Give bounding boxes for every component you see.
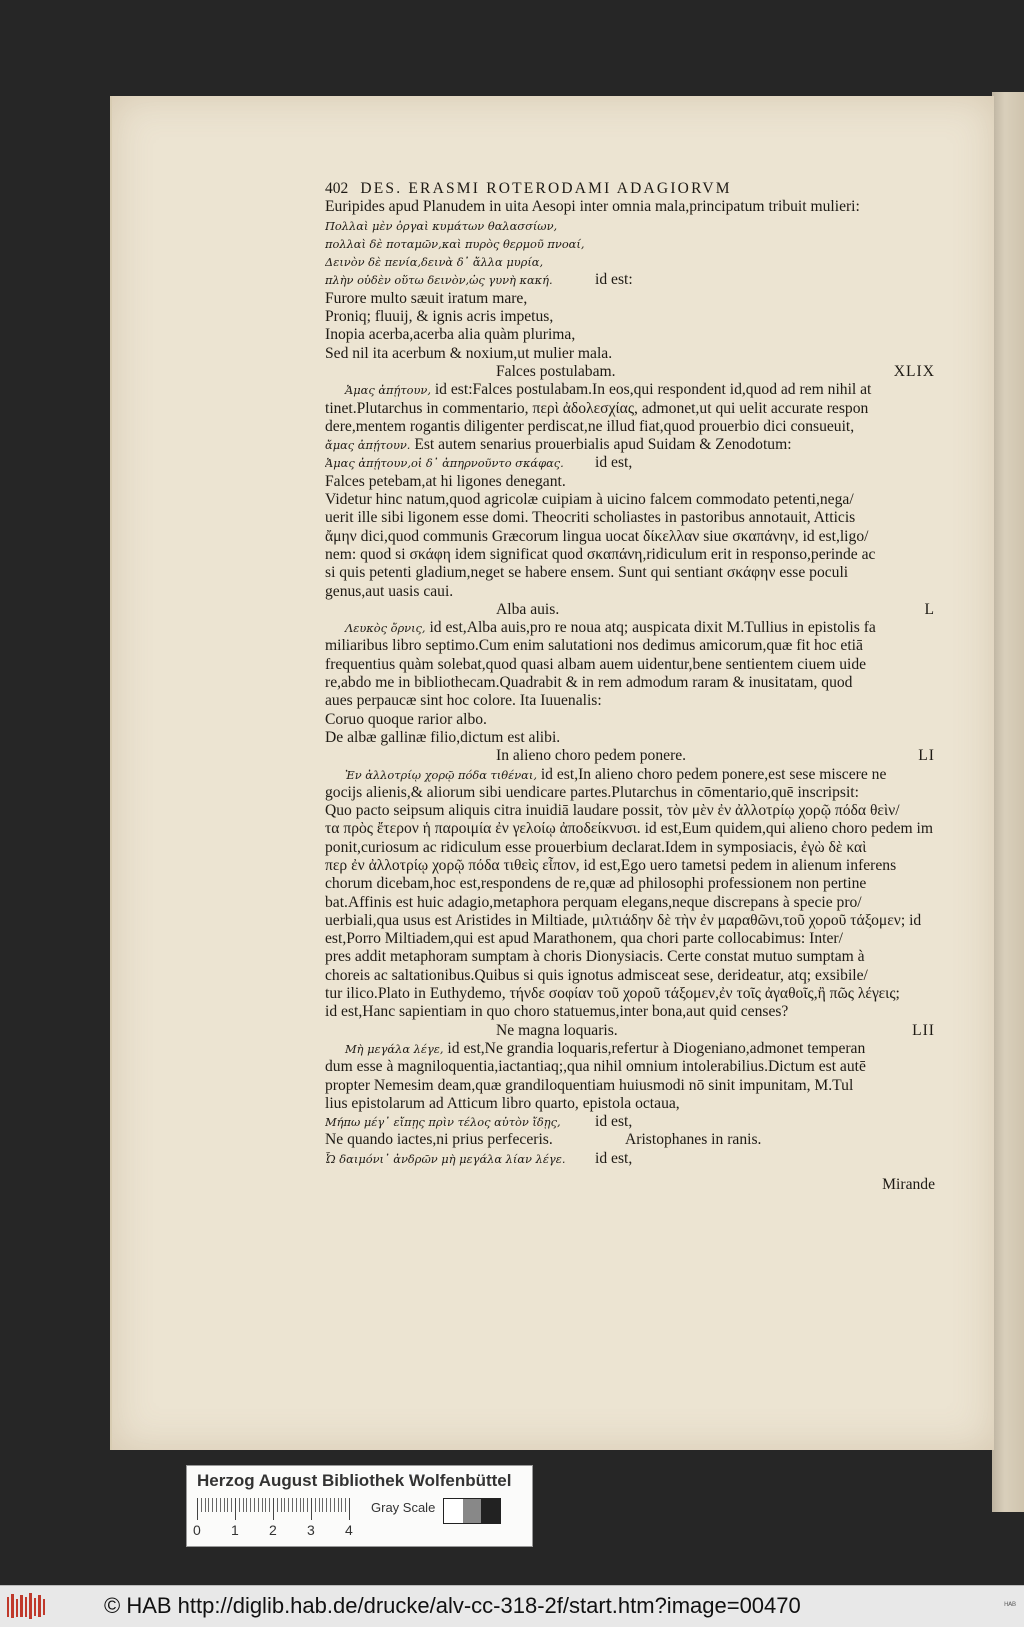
- ruler-tick: [250, 1498, 251, 1512]
- ruler-tick: [216, 1498, 217, 1512]
- text-line: [325, 985, 935, 1003]
- line-text: Videtur hinc natum,quod agricolæ cuipiam à uicino falcem commodato petenti,nega/: [325, 491, 854, 509]
- text-line: [325, 546, 935, 564]
- text-line: [325, 436, 935, 454]
- catchword: [325, 1176, 935, 1194]
- line-text: aues perpaucæ sint hoc colore. Ita Iuuenalis:: [325, 692, 602, 710]
- ruler-number: 4: [345, 1522, 353, 1538]
- text-line: [325, 473, 935, 491]
- text-line: [325, 1095, 935, 1113]
- greek-verse-line: [325, 253, 935, 271]
- text-line: [325, 839, 935, 857]
- text-line: [325, 1003, 935, 1021]
- text-line: [325, 491, 935, 509]
- text-line: [325, 656, 935, 674]
- ruler-tick: [265, 1498, 266, 1512]
- verse-gloss: id est,: [595, 454, 633, 472]
- greek-lemma: Λευκὸς ὄρνις,: [345, 621, 426, 636]
- line-text: re,abdo me in bibliothecam.Quadrabit & in rem admodum raram & inusitatam, quod: [325, 674, 853, 692]
- text-line: [325, 308, 935, 326]
- text-line: [325, 509, 935, 527]
- line-text: id est,Hanc sapientiam in quo choro statuemus,inter bona,aut quid censes?: [325, 1003, 789, 1021]
- line-text: τα πρὸς ἔτερον ἡ παροιμία ἐν γελοίῳ ἀποδείκνυσι. id est,Eum quidem,qui alieno choro pedem im: [325, 820, 934, 838]
- footer-mark: ᴴᴬᴮ: [1004, 1600, 1016, 1610]
- greek-verse-line: [325, 454, 935, 472]
- text-line: [325, 711, 935, 729]
- ruler-tick: [239, 1498, 240, 1512]
- line-text: Sed nil ita acerbum & noxium,ut mulier mala.: [325, 344, 613, 362]
- text-line: [325, 802, 935, 820]
- adage-title: Alba auis.: [496, 600, 560, 618]
- ruler-tick: [212, 1498, 213, 1512]
- ruler-tick: [334, 1498, 335, 1512]
- ruler-tick: [319, 1498, 320, 1512]
- ruler-tick: [224, 1498, 225, 1512]
- adage-number: XLIX: [893, 362, 935, 380]
- ruler-tick: [243, 1498, 244, 1512]
- text-line: [325, 418, 935, 436]
- library-color-bar: [186, 1465, 533, 1547]
- adage-number: L: [924, 600, 935, 618]
- line-text: dere,mentem rogantis diligenter perdiscat,ne illud fiat,quod prouerbio dici consueuit,: [325, 417, 855, 435]
- line-text: Est autem senarius prouerbialis apud Suidam & Zenodotum:: [410, 436, 792, 454]
- adage-title-line: [325, 747, 935, 765]
- footer-copyright-url[interactable]: © HAB http://diglib.hab.de/drucke/alv-cc-318-2f/start.htm?image=00470: [104, 1593, 801, 1618]
- text-line: [325, 784, 935, 802]
- text-line: [325, 637, 935, 655]
- line-text: ἄμην dici,quod communis Græcorum lingua uocat δίκελλαν siue σκαπάνην, id est,ligo/: [325, 527, 869, 545]
- ruler-tick: [277, 1498, 278, 1512]
- line-text: propter Nemesim deam,quæ grandiloquentiam huiusmodi nō sinit impunitam, M.Tul: [325, 1076, 854, 1094]
- greek-text: Πολλαὶ μὲν ὀργαὶ κυμάτων θαλασσίων,: [325, 218, 558, 233]
- ruler-tick: [231, 1498, 232, 1512]
- next-page-edge: [992, 92, 1024, 1512]
- text-line: [325, 326, 935, 344]
- adage-title-line: [325, 363, 935, 381]
- line-text: tur ilico.Plato in Euthydemo, τήνδε σοφίαν τοῦ χοροῦ τάξομεν,ἐν τοῖς ἀγαθοῖς,ἢ πῶς λέγεις;: [325, 985, 900, 1003]
- ruler-tick: [205, 1498, 206, 1512]
- ruler-numbers: [193, 1522, 363, 1540]
- ruler-tick: [330, 1498, 331, 1512]
- line-text: lius epistolarum ad Atticum libro quarto, epistola octaua,: [325, 1094, 680, 1112]
- line-text: gocijs alienis,& aliorum sibi uendicare partes.Plutarchus in cōmentario,quē inscripsit:: [325, 783, 859, 801]
- greek-verse-line: [325, 235, 935, 253]
- text-line: [325, 198, 935, 216]
- adage-title-line: [325, 601, 935, 619]
- greek-verse-line: [325, 1150, 935, 1168]
- ruler-tick: [269, 1498, 270, 1512]
- ruler-tick: [284, 1498, 285, 1512]
- greek-text: πλὴν οὐδὲν οὕτω δεινὸν,ὡς γυνὴ κακή.: [325, 273, 553, 288]
- ruler-tick: [258, 1498, 259, 1512]
- text-line: [325, 400, 935, 418]
- line-text: chorum dicebam,hoc est,respondens de re,quæ ad philosophi professionem non pertine: [325, 875, 867, 893]
- greek-lemma: ἄμας ἀπῄτουν.: [325, 438, 411, 453]
- line-text: id est,Ne grandia loquaris,refertur à Diogeniano,admonet temperan: [443, 1039, 866, 1057]
- greek-lemma: Μὴ μεγάλα λέγε,: [345, 1041, 444, 1056]
- text-line: [325, 1077, 935, 1095]
- text-line: [325, 967, 935, 985]
- line-text: uerit ille sibi ligonem esse domi. Theocriti scholiastes in pastoribus annotauit, Atticis: [325, 509, 856, 527]
- verse-gloss: id est:: [595, 271, 633, 289]
- ruler-number: 2: [269, 1522, 277, 1538]
- text-line: [325, 820, 935, 838]
- greek-text: Ὦ δαιμόνι᾽ ἀνδρῶν μὴ μεγάλα λίαν λέγε.: [325, 1151, 566, 1166]
- ruler-tick: [254, 1498, 255, 1512]
- ruler-tick: [315, 1498, 316, 1512]
- text-line: [325, 894, 935, 912]
- text-line: [325, 674, 935, 692]
- line-text: si quis petenti gladium,neget se habere ensem. Sunt qui sentiant σκάφην esse poculi: [325, 564, 849, 582]
- line-text: pres addit metaphoram sumptam à choris Dionysiacis. Certe constat mutuo sumptam à: [325, 948, 865, 966]
- text-lines: [325, 198, 935, 1194]
- ruler-tick: [235, 1498, 236, 1520]
- gray-scale-swatch: [443, 1498, 501, 1524]
- greek-verse-line: [325, 1113, 935, 1131]
- adage-title: In alieno choro pedem ponere.: [496, 747, 687, 765]
- line-text: Coruo quoque rarior albo.: [325, 710, 487, 728]
- greek-text: πολλαὶ δὲ ποταμῶν,καὶ πυρὸς θερμοῦ πνοαί,: [325, 236, 585, 251]
- ruler-tick: [262, 1498, 263, 1512]
- footer-bar: [0, 1585, 1024, 1627]
- ruler-tick: [288, 1498, 289, 1512]
- ruler-tick: [326, 1498, 327, 1512]
- gray-scale-label: Gray Scale: [371, 1500, 436, 1515]
- greek-text: Μήπω μέγ᾽ εἴπῃς πρὶν τέλος αὐτὸν ἴδῃς,: [325, 1115, 561, 1130]
- line-text: uerbiali,qua usus est Aristides in Miltiade, μιλτιάδην δὲ τὴν ἐν μαραθῶνι,τοῦ χοροῦ τάξομεν; id: [325, 911, 922, 929]
- text-line: [325, 912, 935, 930]
- greek-verse-line: [325, 217, 935, 235]
- line-text: περ ἐν ἀλλοτρίῳ χορῷ πόδα τιθεὶς εἶπον, id est,Ego uero tametsi pedem in alienum inferens: [325, 856, 897, 874]
- ruler-tick: [197, 1498, 198, 1520]
- ruler-tick: [300, 1498, 301, 1512]
- text-line: [325, 857, 935, 875]
- page-text: [325, 180, 935, 1194]
- ruler-tick: [273, 1498, 274, 1520]
- running-head-title: DES. ERASMI ROTERODAMI ADAGIORVM: [360, 180, 732, 197]
- ruler-tick: [296, 1498, 297, 1512]
- ruler-number: 1: [231, 1522, 239, 1538]
- line-text: nem: quod si σκάφη idem significat quod σκαπάνη,ridiculum erit in responso,perinde ac: [325, 545, 876, 563]
- ruler-tick: [281, 1498, 282, 1512]
- greek-verse-line: [325, 271, 935, 289]
- line-text: Quo pacto seipsum aliquis citra inuidiā laudare possit, τὸν μὲν ἐν ἀλλοτρίῳ χορῷ πόδα θεὶν/: [325, 802, 900, 820]
- ruler-tick: [349, 1498, 350, 1520]
- line-text: frequentius quàm solebat,quod quasi albam auem uidentur,bene sentientem ciuem uide: [325, 655, 867, 673]
- ruler-tick: [201, 1498, 202, 1512]
- text-line: [325, 948, 935, 966]
- ruler-tick: [292, 1498, 293, 1512]
- ruler-tick: [220, 1498, 221, 1512]
- text-line: [325, 1058, 935, 1076]
- scale-ruler: [197, 1498, 353, 1520]
- catchword-text: Mirande: [882, 1176, 935, 1194]
- line-text: Furore multo sæuit iratum mare,: [325, 289, 528, 307]
- text-line: [325, 381, 935, 399]
- line-text: De albæ gallinæ filio,dictum est alibi.: [325, 728, 561, 746]
- line-text: choreis ac saltationibus.Quibus si quis ignotus admisceat sese, derideatur, atq; exsibile/: [325, 966, 868, 984]
- text-line: [325, 290, 935, 308]
- greek-lemma: Ἀμας ἀπῄτουν,: [345, 383, 431, 398]
- ruler-tick: [246, 1498, 247, 1512]
- text-line: [325, 564, 935, 582]
- text-line: [325, 766, 935, 784]
- text-line: [325, 692, 935, 710]
- ruler-tick: [227, 1498, 228, 1512]
- verse-gloss: id est,: [595, 1113, 633, 1131]
- line-text: tinet.Plutarchus in commentario, περὶ ἀδολεσχίας, admonet,ut qui uelit accurate respon: [325, 399, 869, 417]
- line-text: est,Porro Miltiadem,qui est apud Marathonem, qua chori parte collocabimus: Inter/: [325, 930, 843, 948]
- adage-number: LII: [912, 1021, 935, 1039]
- text-line: [325, 875, 935, 893]
- line-text: Falces petebam,at hi ligones denegant.: [325, 472, 566, 490]
- ruler-number: 3: [307, 1522, 315, 1538]
- line-text: genus,aut uasis caui.: [325, 582, 454, 600]
- text-line: [325, 729, 935, 747]
- line-text: Proniq; fluuij, & ignis acris impetus,: [325, 308, 554, 326]
- text-line: [325, 930, 935, 948]
- line-text: Ne quando iactes,ni prius perfeceris.: [325, 1131, 553, 1149]
- text-line: [325, 1040, 935, 1058]
- greek-text: Δεινὸν δὲ πενία,δεινὰ δ᾽ ἄλλα μυρία,: [325, 255, 544, 270]
- adage-title-line: [325, 1022, 935, 1040]
- library-name: Herzog August Bibliothek Wolfenbüttel: [197, 1471, 512, 1490]
- line-text: id est:Falces postulabam.In eos,qui respondent id,quod ad rem nihil at: [430, 381, 872, 399]
- ruler-tick: [322, 1498, 323, 1512]
- text-line: [325, 345, 935, 363]
- line-text: id est,In alieno choro pedem ponere,est sese miscere ne: [536, 765, 887, 783]
- text-line: [325, 528, 935, 546]
- ruler-tick: [341, 1498, 342, 1512]
- line-text: miliaribus libro septimo.Cum enim salutationi nos dedimus amicorum,quæ fit hoc etiā: [325, 637, 863, 655]
- ruler-tick: [307, 1498, 308, 1512]
- page-number: 402: [325, 180, 349, 197]
- ruler-number: 0: [193, 1522, 201, 1538]
- adage-number: LI: [918, 747, 935, 765]
- greek-lemma: Ἐν ἀλλοτρίῳ χορῷ πόδα τιθέναι,: [345, 767, 537, 782]
- verse-gloss: id est,: [595, 1149, 633, 1167]
- line-text: ponit,curiosum ac ridiculum esse prouerbium declarat.Idem in symposiacis, ἐγὼ δὲ καὶ: [325, 838, 867, 856]
- ruler-tick: [338, 1498, 339, 1512]
- adage-title: Ne magna loquaris.: [496, 1021, 618, 1039]
- hab-logo-icon: [6, 1591, 46, 1621]
- ruler-tick: [345, 1498, 346, 1512]
- line-text: Inopia acerba,acerba alia quàm plurima,: [325, 326, 576, 344]
- ruler-tick: [311, 1498, 312, 1520]
- text-line: [325, 583, 935, 601]
- line-text: dum esse à magniloquentia,iactantiaq;,qua nihil omnium intolerabilius.Dictum est autē: [325, 1058, 866, 1076]
- ruler-tick: [303, 1498, 304, 1512]
- line-text: Euripides apud Planudem in uita Aesopi inter omnia mala,principatum tribuit mulieri:: [325, 198, 860, 216]
- ruler-tick: [208, 1498, 209, 1512]
- greek-text: Ἀμας ἀπῄτουν,οἱ δ᾽ ἀπηρνοῦντο σκάφας.: [325, 456, 564, 471]
- verse-gloss: Aristophanes in ranis.: [625, 1131, 762, 1149]
- line-text: bat.Affinis est huic adagio,metaphora perquam elegans,neque discrepans à specie pro/: [325, 893, 862, 911]
- text-line: [325, 619, 935, 637]
- text-line: [325, 1131, 935, 1149]
- running-head: [325, 180, 935, 198]
- line-text: id est,Alba auis,pro re noua atq; auspicata dixit M.Tullius in epistolis fa: [425, 619, 876, 637]
- adage-title: Falces postulabam.: [496, 362, 616, 380]
